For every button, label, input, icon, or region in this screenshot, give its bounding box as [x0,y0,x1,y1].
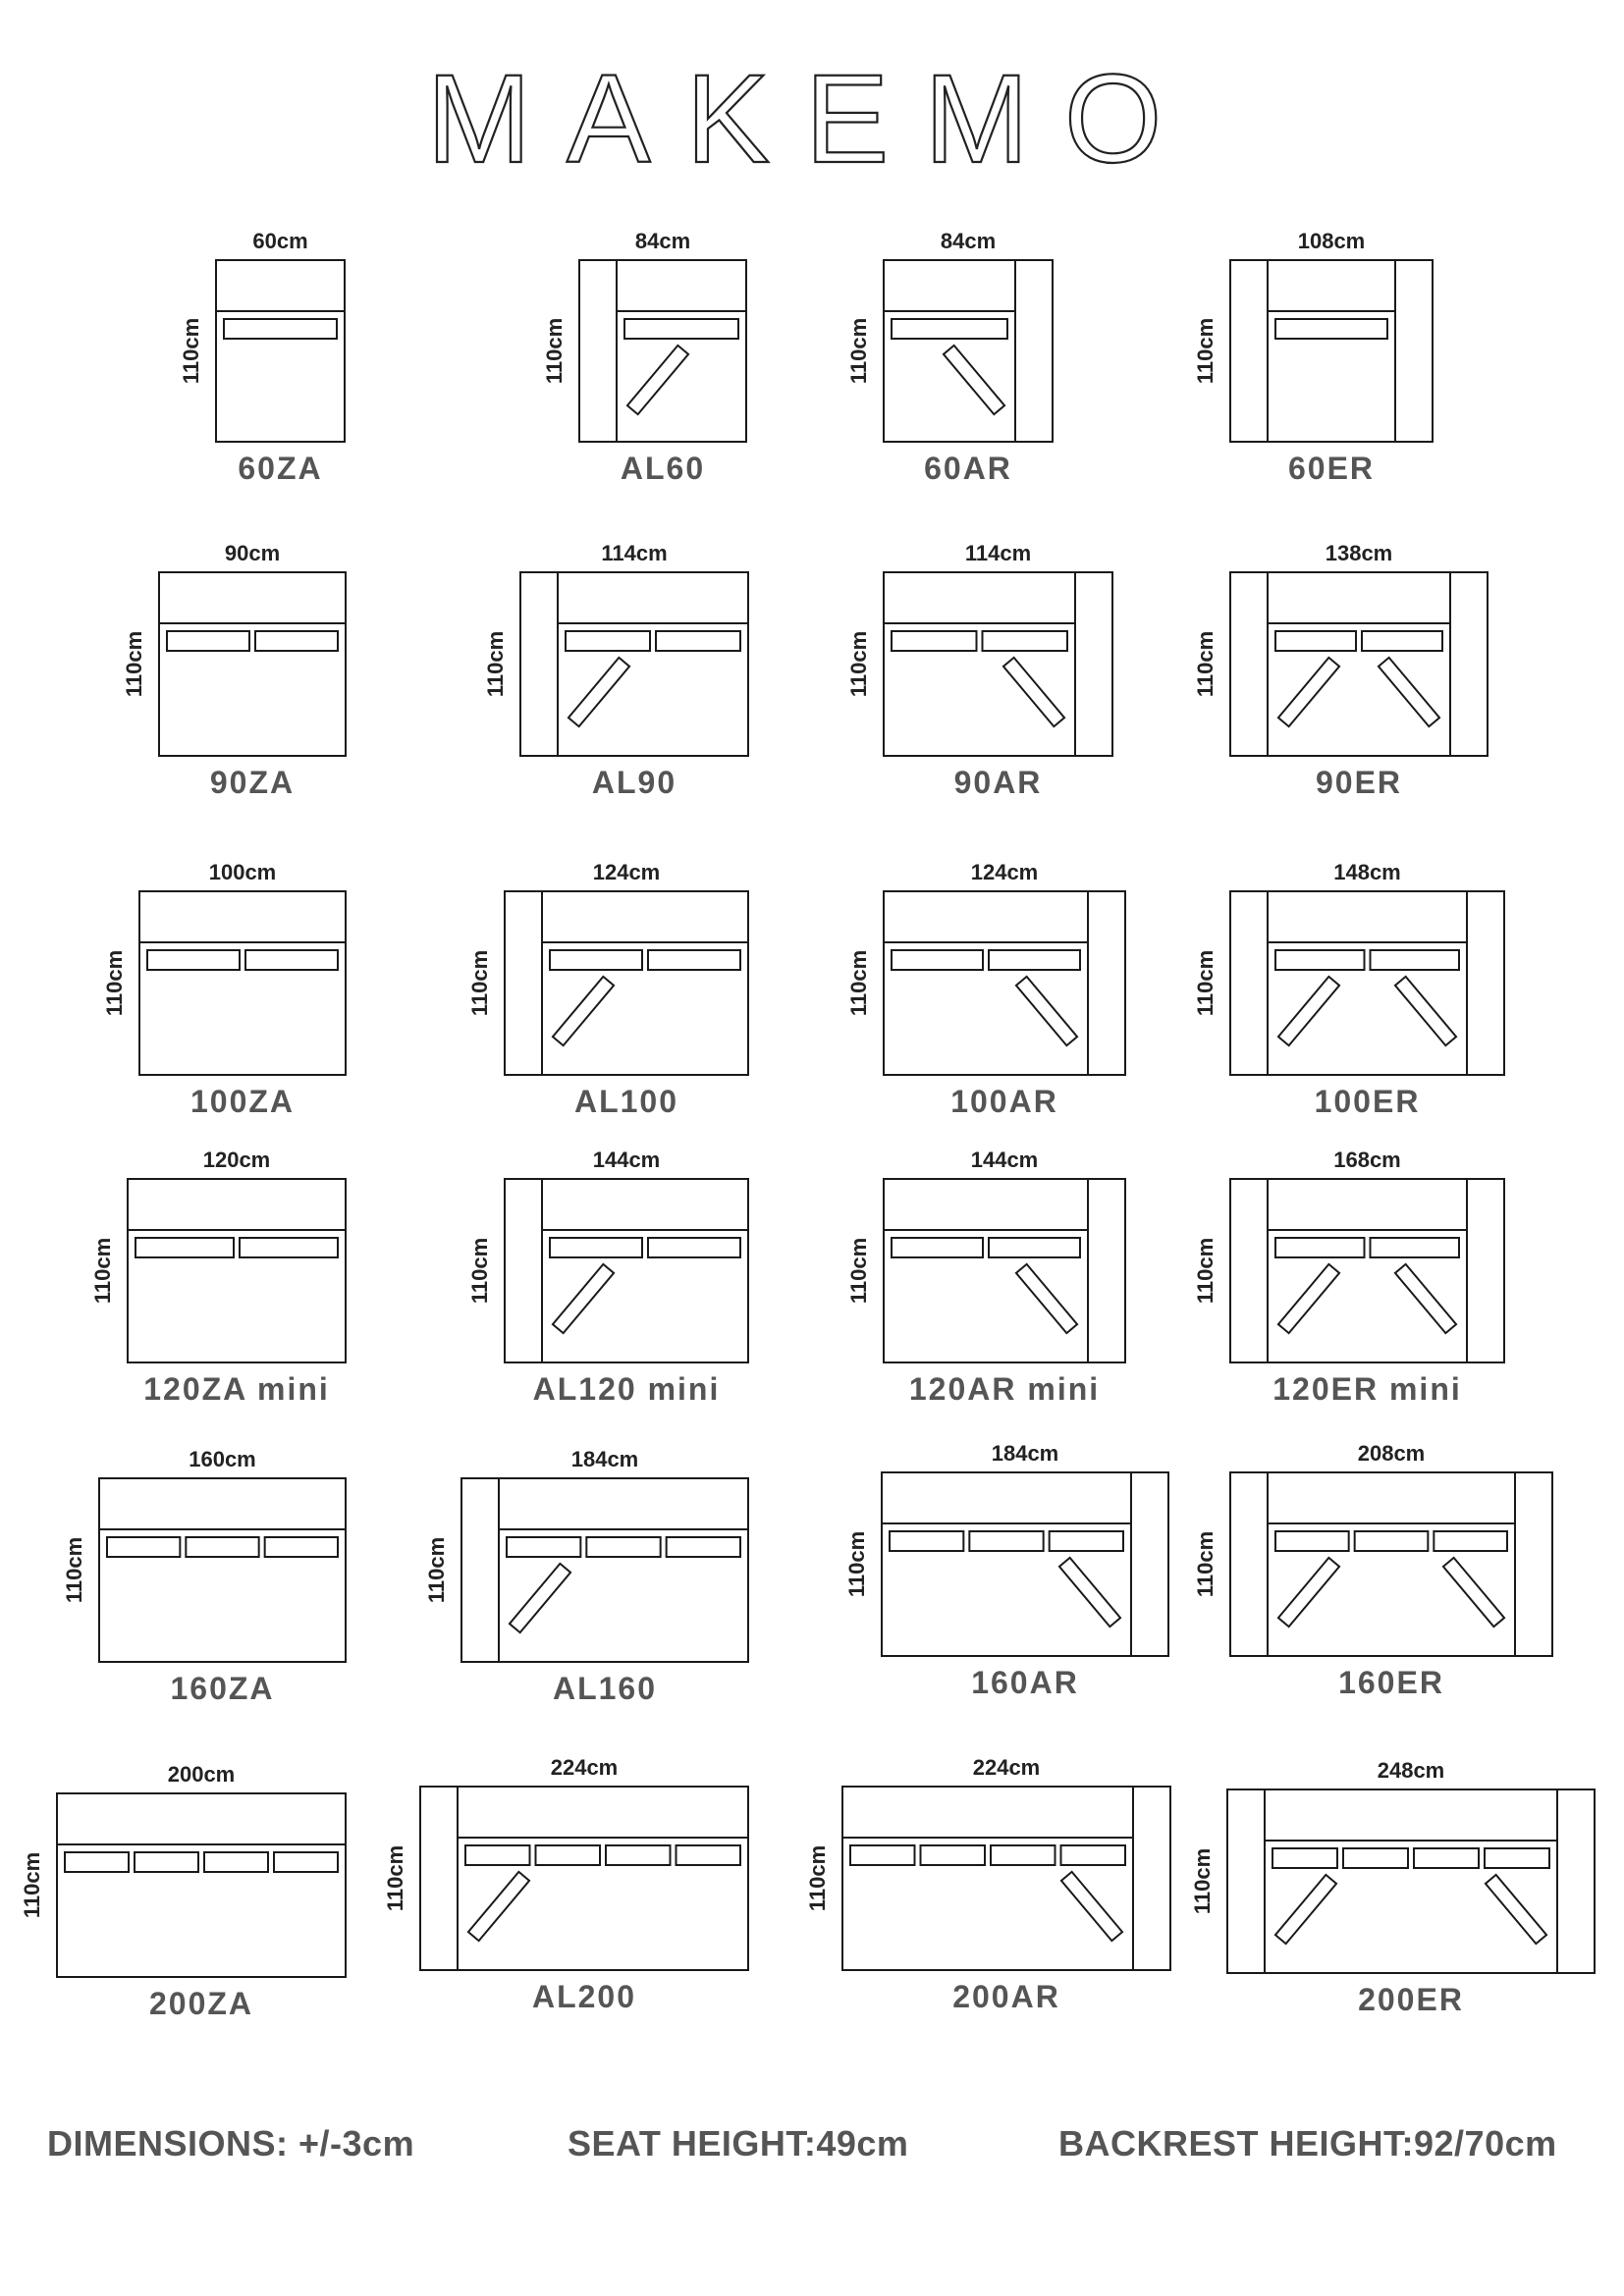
depth-label: 110cm [846,949,871,1017]
width-label: 144cm [592,1148,661,1172]
seat-cushion [274,1852,338,1872]
seat-cushion [536,1845,601,1865]
recliner-left-mark [1278,977,1339,1045]
module-al160 [424,1447,748,1706]
width-label: 124cm [592,860,661,884]
recliner-right-mark [1395,977,1456,1045]
seat-cushion [550,950,642,970]
module-outline [1227,1789,1595,1973]
seat-cushion [135,1238,234,1257]
width-label: 120cm [202,1148,271,1172]
seat-cushion [65,1852,129,1872]
module-60er [1193,229,1433,486]
seat-cushion [167,631,249,651]
seat-cushion [1275,1238,1365,1257]
recliner-right-mark [1395,1264,1456,1333]
recliner-left-mark [1278,1558,1339,1627]
seat-cushion [850,1845,915,1865]
module-outline [884,260,1053,442]
backrest-height-note: BACKREST HEIGHT:92/70cm [1058,2123,1557,2163]
module-outline [1230,1179,1504,1362]
recliner-left-mark [1278,658,1339,726]
seat-cushion [656,631,740,651]
recliner-right-mark [1003,658,1064,726]
recliner-left-mark [568,658,629,726]
recliner-right-mark [1061,1872,1122,1941]
seat-cushion [1355,1531,1429,1551]
module-120za-mini [90,1148,346,1407]
seat-cushion [255,631,338,651]
seat-cushion [1362,631,1442,651]
module-outline [1230,891,1504,1075]
seat-cushion [1485,1848,1549,1868]
module-60ar [846,229,1053,486]
depth-label: 110cm [102,949,127,1017]
module-outline [128,1179,346,1362]
seat-cushion [648,1238,740,1257]
recliner-right-mark [944,346,1004,414]
seat-cushion [204,1852,268,1872]
module-160za [62,1447,346,1706]
module-code-label: 90ER [1315,765,1403,800]
module-code-label: 120ER mini [1272,1371,1462,1407]
seat-cushion [624,319,738,339]
width-label: 160cm [189,1447,256,1471]
module-160er [1193,1441,1552,1700]
module-outline [1230,572,1488,756]
module-outline [884,891,1125,1075]
module-code-label: 200AR [952,1979,1060,2014]
seat-cushion [566,631,650,651]
depth-label: 110cm [846,1237,871,1305]
recliner-right-mark [1059,1558,1120,1627]
seat-cushion [991,1845,1056,1865]
depth-label: 110cm [20,1851,44,1919]
module-100er [1193,860,1504,1119]
module-outline [882,1472,1168,1656]
recliner-left-mark [468,1872,529,1941]
module-al120-mini [467,1148,748,1407]
depth-label: 110cm [179,317,203,385]
width-label: 84cm [940,229,997,253]
module-code-label: 200ZA [148,1986,254,2021]
depth-label: 110cm [844,1530,869,1598]
module-120ar-mini [846,1148,1125,1407]
width-label: 90cm [224,541,281,565]
depth-label: 110cm [62,1536,86,1604]
depth-label: 110cm [483,630,508,698]
module-code-label: 120ZA mini [143,1371,330,1407]
module-code-label: 120AR mini [908,1371,1101,1407]
width-label: 224cm [972,1755,1041,1780]
width-label: 168cm [1333,1148,1401,1172]
depth-label: 110cm [846,317,871,385]
module-outline [216,260,345,442]
depth-label: 110cm [467,949,492,1017]
module-code-label: AL160 [552,1671,658,1706]
module-al60 [542,229,746,486]
depth-label: 110cm [1193,949,1218,1017]
depth-label: 110cm [1190,1847,1215,1915]
module-outline [520,572,748,756]
width-label: 208cm [1357,1441,1426,1466]
width-label: 60cm [252,229,308,253]
module-160ar [844,1441,1168,1700]
depth-label: 110cm [1193,1237,1218,1305]
page-title: MAKEMO [426,49,1198,189]
seat-cushion [892,950,983,970]
seat-cushion [245,950,338,970]
module-90ar [846,541,1112,800]
module-code-label: 160ZA [170,1671,275,1706]
module-code-label: AL90 [591,765,677,800]
seat-cushion [1434,1531,1507,1551]
module-outline [579,260,746,442]
module-al90 [483,541,748,800]
module-code-label: AL200 [531,1979,637,2014]
width-label: 84cm [634,229,691,253]
module-outline [99,1478,346,1662]
depth-label: 110cm [1193,1530,1218,1598]
depth-label: 110cm [122,630,146,698]
seat-cushion [921,1845,986,1865]
module-code-label: 100ZA [189,1084,296,1119]
module-120er-mini [1193,1148,1504,1407]
width-label: 114cm [601,541,668,565]
seat-cushion [969,1531,1043,1551]
recliner-left-mark [1278,1264,1339,1333]
module-code-label: AL60 [620,451,706,486]
width-label: 184cm [570,1447,639,1471]
seat-cushion [1275,319,1387,339]
width-label: 114cm [964,541,1032,565]
depth-label: 110cm [1193,630,1218,698]
module-outline [884,1179,1125,1362]
depth-label: 110cm [542,317,567,385]
depth-label: 110cm [805,1844,830,1912]
seat-cushion [1061,1845,1126,1865]
depth-label: 110cm [383,1844,407,1912]
width-label: 124cm [970,860,1039,884]
module-200er [1190,1758,1595,2017]
seat-cushion [667,1537,740,1557]
depth-label: 110cm [1193,317,1218,385]
module-code-label: 90ZA [209,765,296,800]
seat-cushion [1275,950,1365,970]
recliner-left-mark [553,1264,614,1333]
module-outline [57,1793,346,1977]
module-60za [179,229,345,486]
module-code-label: 160AR [971,1665,1079,1700]
module-code-label: 200ER [1358,1982,1464,2017]
seat-cushion [892,1238,983,1257]
width-label: 138cm [1325,541,1393,565]
module-code-label: 160ER [1338,1665,1444,1700]
dimensions-tolerance-note: DIMENSIONS: +/-3cm [47,2123,415,2163]
seat-cushion [989,950,1080,970]
seat-cushion [1371,950,1460,970]
module-code-label: 100ER [1314,1084,1421,1119]
module-90er [1193,541,1488,800]
module-outline [420,1787,748,1970]
seat-cushion [224,319,337,339]
seat-cushion [107,1537,180,1557]
module-200ar [805,1755,1170,2014]
seat-cushion [606,1845,671,1865]
seat-cushion [1272,1848,1337,1868]
width-label: 100cm [208,860,277,884]
seat-cushion [648,950,740,970]
module-100ar [846,860,1125,1119]
seat-height-note: SEAT HEIGHT:49cm [568,2123,909,2163]
width-label: 248cm [1377,1758,1445,1783]
seat-cushion [890,1531,963,1551]
depth-label: 110cm [846,630,871,698]
depth-label: 110cm [424,1536,449,1604]
module-code-label: 90AR [953,765,1043,800]
seat-cushion [892,319,1007,339]
module-outline [1230,260,1433,442]
seat-cushion [989,1238,1080,1257]
seat-cushion [135,1852,198,1872]
width-label: 148cm [1333,860,1401,884]
module-code-label: AL100 [573,1084,679,1119]
seat-cushion [1371,1238,1460,1257]
module-code-label: AL120 mini [532,1371,721,1407]
width-label: 144cm [970,1148,1039,1172]
module-code-label: 100AR [950,1084,1058,1119]
recliner-right-mark [1443,1558,1504,1627]
recliner-right-mark [1016,977,1077,1045]
module-outline [139,891,346,1075]
module-outline [884,572,1112,756]
module-outline [842,1787,1170,1970]
seat-cushion [265,1537,338,1557]
seat-cushion [1050,1531,1123,1551]
module-outline [1230,1472,1552,1656]
seat-cushion [550,1238,642,1257]
module-code-label: 60ER [1287,451,1376,486]
depth-label: 110cm [90,1237,115,1305]
module-outline [159,572,346,756]
seat-cushion [586,1537,660,1557]
seat-cushion [1275,631,1356,651]
recliner-left-mark [627,346,688,414]
depth-label: 110cm [467,1237,492,1305]
seat-cushion [983,631,1068,651]
width-label: 184cm [991,1441,1059,1466]
recliner-right-mark [1486,1875,1546,1944]
module-al200 [383,1755,748,2014]
recliner-right-mark [1379,658,1439,726]
seat-cushion [892,631,977,651]
recliner-right-mark [1016,1264,1077,1333]
seat-cushion [507,1537,580,1557]
seat-cushion [465,1845,530,1865]
seat-cushion [1414,1848,1479,1868]
module-200za [20,1762,346,2021]
recliner-left-mark [1275,1875,1336,1944]
seat-cushion [240,1238,338,1257]
module-code-label: 60AR [924,451,1012,486]
module-code-label: 60ZA [238,451,323,486]
recliner-left-mark [553,977,614,1045]
seat-cushion [1343,1848,1408,1868]
module-outline [461,1478,748,1662]
seat-cushion [1275,1531,1349,1551]
width-label: 224cm [550,1755,619,1780]
seat-cushion [186,1537,258,1557]
seat-cushion [147,950,240,970]
recliner-left-mark [510,1564,570,1632]
seat-cushion [677,1845,741,1865]
width-label: 200cm [167,1762,236,1787]
width-label: 108cm [1297,229,1366,253]
module-100za [102,860,346,1119]
module-90za [122,541,346,800]
module-al100 [467,860,748,1119]
